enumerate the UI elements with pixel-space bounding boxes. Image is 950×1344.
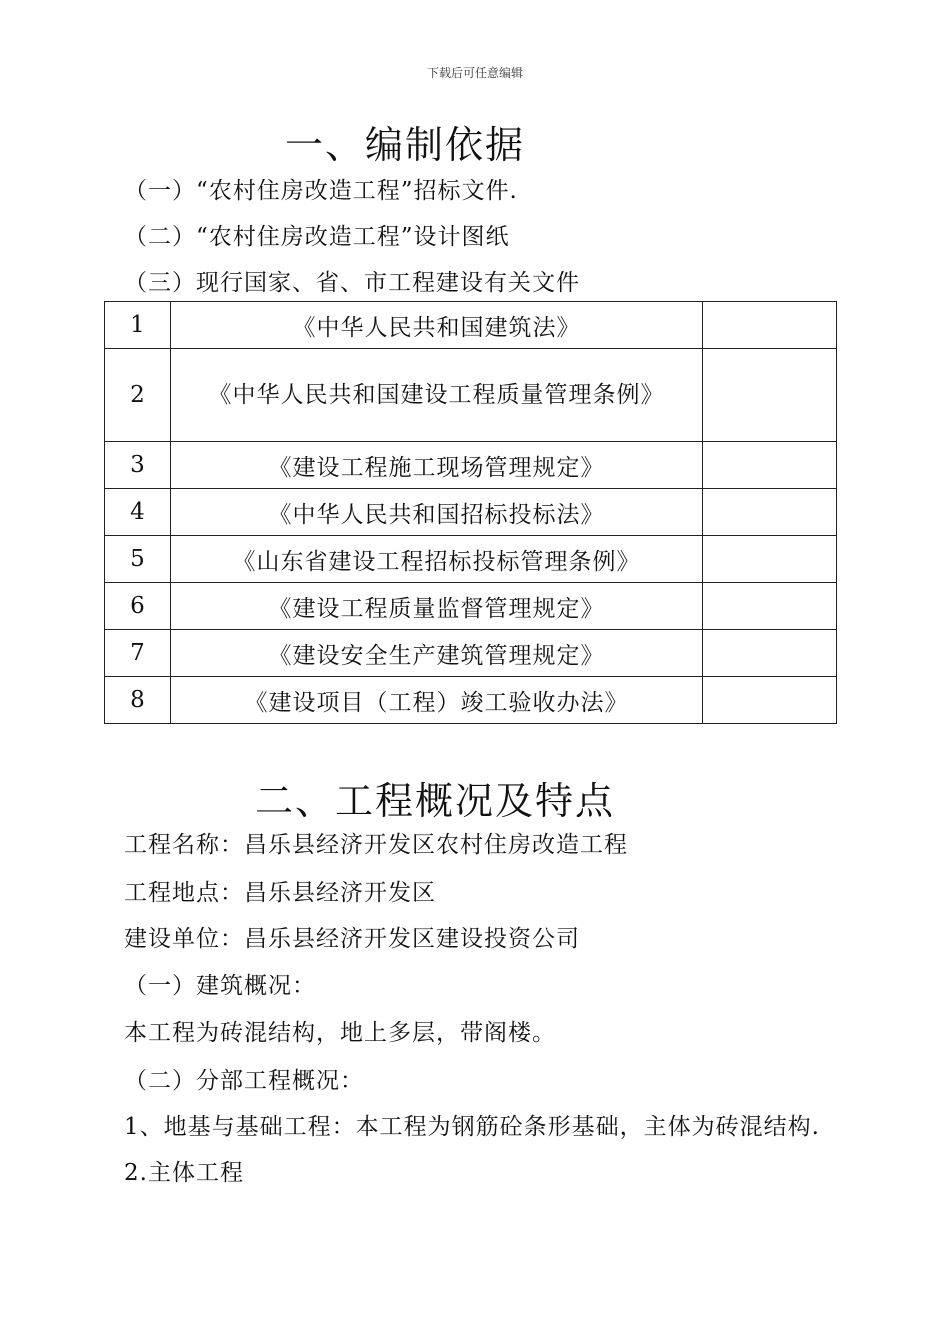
row-number: 3 <box>105 442 171 489</box>
regulation-name: 《建设项目（工程）竣工验收办法》 <box>171 677 703 724</box>
row-number: 6 <box>105 583 171 630</box>
regulations-table <box>104 301 837 724</box>
regulation-name: 《山东省建设工程招标投标管理条例》 <box>171 536 703 583</box>
foundation-work-line: 1、地基与基础工程：本工程为钢筋砼条形基础，主体为砖混结构. <box>124 1114 820 1140</box>
row-number: 8 <box>105 677 171 724</box>
regulation-name: 《建设工程质量监督管理规定》 <box>171 583 703 630</box>
table-row <box>105 583 837 630</box>
regulation-name: 《中华人民共和国建筑法》 <box>171 302 703 349</box>
main-structure-line: 2.主体工程 <box>124 1160 244 1186</box>
row-note <box>703 583 837 630</box>
building-overview-heading: （一）建筑概况： <box>124 973 316 999</box>
row-note <box>703 677 837 724</box>
row-note <box>703 630 837 677</box>
table-row <box>105 536 837 583</box>
table-row <box>105 677 837 724</box>
row-note <box>703 442 837 489</box>
row-number: 1 <box>105 302 171 349</box>
regulation-name: 《中华人民共和国招标投标法》 <box>171 489 703 536</box>
table-row <box>105 302 837 349</box>
header-note: 下载后可任意编辑 <box>426 66 523 80</box>
row-number: 2 <box>105 349 171 442</box>
table-row <box>105 442 837 489</box>
section-title-basis: 一、编制依据 <box>284 123 525 167</box>
subsection-overview-heading: （二）分部工程概况： <box>124 1068 364 1094</box>
section-title-overview: 二、工程概况及特点 <box>254 779 615 823</box>
table-row <box>105 349 837 442</box>
project-name-line: 工程名称：昌乐县经济开发区农村住房改造工程 <box>124 832 628 858</box>
regulation-name: 《中华人民共和国建设工程质量管理条例》 <box>171 349 703 442</box>
row-note <box>703 349 837 442</box>
construction-unit-line: 建设单位：昌乐县经济开发区建设投资公司 <box>124 926 580 952</box>
row-number: 5 <box>105 536 171 583</box>
regulation-name: 《建设工程施工现场管理规定》 <box>171 442 703 489</box>
row-note <box>703 302 837 349</box>
row-number: 4 <box>105 489 171 536</box>
regulation-name: 《建设安全生产建筑管理规定》 <box>171 630 703 677</box>
table-row <box>105 489 837 536</box>
basis-item-1: （一）“农村住房改造工程”招标文件. <box>124 178 518 204</box>
basis-item-3: （三）现行国家、省、市工程建设有关文件 <box>124 270 580 296</box>
row-note <box>703 536 837 583</box>
table-row <box>105 630 837 677</box>
row-number: 7 <box>105 630 171 677</box>
row-note <box>703 489 837 536</box>
project-location-line: 工程地点：昌乐县经济开发区 <box>124 880 436 906</box>
basis-item-2: （二）“农村住房改造工程”设计图纸 <box>124 224 510 250</box>
building-overview-text: 本工程为砖混结构，地上多层，带阁楼。 <box>124 1020 556 1046</box>
